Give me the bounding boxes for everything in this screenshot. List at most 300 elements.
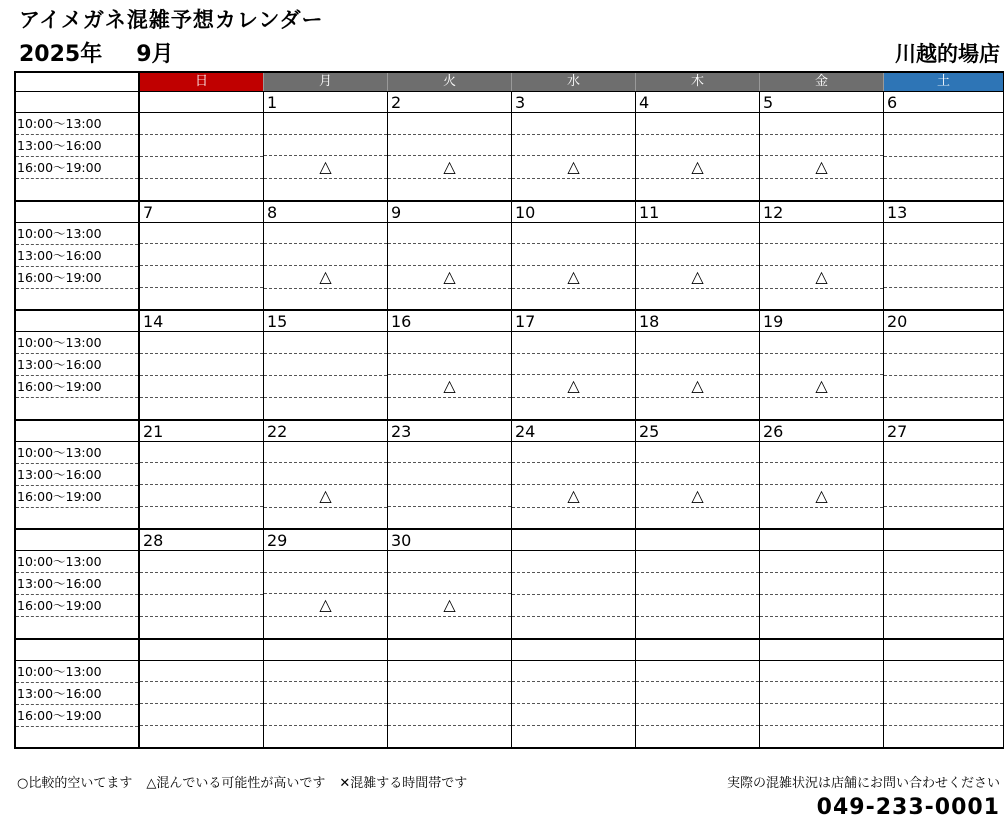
congestion-mark [140,661,263,683]
label-blank [16,289,138,310]
date-number [140,640,263,661]
cell-blank [264,398,387,419]
congestion-mark [884,266,1003,288]
congestion-mark: △ [636,485,759,508]
cell-blank [512,289,635,310]
congestion-mark [264,463,387,485]
congestion-mark: △ [388,266,511,289]
cell-blank [140,179,263,200]
cell-blank [264,508,387,529]
label-blank [16,179,138,200]
cell-blank [884,288,1003,309]
year-label: 2025年 [19,42,103,67]
day-cell [760,640,884,748]
congestion-mark: △ [264,594,387,617]
congestion-mark [388,244,511,266]
congestion-mark [140,157,263,179]
congestion-mark [388,463,511,485]
weekday-5: 金 [760,73,884,91]
cell-blank [636,179,759,200]
calendar-title: アイメガネ混雑予想カレンダー [19,8,324,32]
congestion-mark [636,573,759,595]
date-number [512,640,635,661]
date-number: 30 [388,530,511,551]
congestion-mark [636,332,759,354]
time-slot-label: 10:00～13:00 [16,332,138,354]
cell-blank [264,726,387,747]
date-number: 22 [264,421,387,442]
congestion-mark [140,354,263,376]
phone-number: 049-233-0001 [816,795,1000,820]
weekday-4: 木 [636,73,760,91]
date-number: 23 [388,421,511,442]
congestion-mark [636,113,759,135]
congestion-mark: △ [636,156,759,179]
congestion-mark [388,661,511,683]
date-number: 21 [140,421,263,442]
day-cell [884,202,1003,310]
congestion-mark: △ [264,156,387,179]
week-row [16,92,1003,202]
congestion-mark [760,244,883,266]
day-cell [140,311,264,419]
legend-item: △混んでいる可能性が高いです [146,776,326,791]
time-slot-label: 10:00～13:00 [16,223,138,245]
congestion-mark: △ [760,156,883,179]
congestion-mark [264,704,387,726]
label-spacer [16,311,138,332]
congestion-mark [140,573,263,595]
cell-blank [140,726,263,747]
congestion-mark [140,376,263,398]
contact-notice: 実際の混雑状況は店舗にお問い合わせください [726,776,1000,791]
date-number: 16 [388,311,511,332]
congestion-mark [884,682,1003,704]
congestion-mark [760,442,883,464]
weekday-2: 火 [388,73,512,91]
congestion-mark [140,113,263,135]
congestion-mark [884,354,1003,376]
cell-blank [512,508,635,529]
time-slot-label: 16:00～19:00 [16,376,138,398]
congestion-mark [884,573,1003,595]
cell-blank [264,179,387,200]
congestion-mark [636,223,759,245]
date-number: 2 [388,92,511,113]
time-slot-label: 16:00～19:00 [16,157,138,179]
congestion-mark: △ [388,156,511,179]
congestion-mark [884,442,1003,464]
cell-blank [512,398,635,419]
date-number: 19 [760,311,883,332]
congestion-mark [140,244,263,266]
date-number [760,640,883,661]
congestion-mark [388,442,511,464]
date-number: 6 [884,92,1003,113]
date-number [636,640,759,661]
calendar-grid [14,71,1004,749]
date-number: 24 [512,421,635,442]
congestion-mark: △ [388,375,511,398]
congestion-mark [760,223,883,245]
cell-blank [388,398,511,419]
congestion-mark [388,354,511,376]
congestion-mark [512,354,635,376]
congestion-mark [512,661,635,683]
date-number [264,640,387,661]
weekday-3: 水 [512,73,636,91]
date-number: 25 [636,421,759,442]
day-cell [760,311,884,419]
congestion-mark [760,463,883,485]
day-cell [388,530,512,638]
congestion-mark [140,135,263,157]
congestion-mark: △ [388,594,511,617]
time-slot-label: 13:00～16:00 [16,354,138,376]
legend [17,772,481,791]
date-number: 10 [512,202,635,223]
day-cell [636,202,760,310]
congestion-mark [140,551,263,573]
day-cell [512,530,636,638]
cell-blank [884,726,1003,747]
day-cell [884,421,1003,529]
date-number: 26 [760,421,883,442]
congestion-mark [760,135,883,157]
date-number: 8 [264,202,387,223]
day-cell [388,311,512,419]
time-slot-label: 13:00～16:00 [16,464,138,486]
congestion-mark [884,463,1003,485]
congestion-mark [512,595,635,617]
date-number: 27 [884,421,1003,442]
congestion-mark [636,661,759,683]
day-cell [636,640,760,748]
day-cell [140,640,264,748]
congestion-mark [884,485,1003,507]
congestion-mark [884,551,1003,573]
congestion-mark [264,244,387,266]
congestion-mark [636,551,759,573]
day-cell [264,202,388,310]
congestion-mark: △ [636,266,759,289]
congestion-mark [140,463,263,485]
cell-blank [512,179,635,200]
label-blank [16,617,138,638]
date-number: 14 [140,311,263,332]
congestion-mark [388,682,511,704]
congestion-mark [760,682,883,704]
day-cell [388,202,512,310]
date-number [512,530,635,551]
date-number: 20 [884,311,1003,332]
cell-blank [140,288,263,309]
congestion-mark [388,332,511,354]
day-cell [140,421,264,529]
congestion-mark [512,113,635,135]
day-cell [140,530,264,638]
day-cell [264,421,388,529]
cell-blank [760,398,883,419]
congestion-mark [760,704,883,726]
label-blank [16,398,138,419]
day-cell [512,640,636,748]
time-slot-label: 16:00～19:00 [16,486,138,508]
date-number: 1 [264,92,387,113]
legend-item: ○比較的空いてます [17,776,133,791]
day-cell [884,92,1003,200]
date-number: 12 [760,202,883,223]
week-row [16,311,1003,421]
congestion-mark [884,376,1003,398]
day-cell [760,421,884,529]
time-slot-labels [16,530,140,638]
date-number: 18 [636,311,759,332]
congestion-mark: △ [760,266,883,289]
header-corner [16,73,140,91]
congestion-mark [636,244,759,266]
congestion-mark: △ [264,485,387,508]
day-cell [884,311,1003,419]
congestion-mark [884,157,1003,179]
congestion-mark: △ [760,375,883,398]
congestion-mark: △ [512,156,635,179]
congestion-mark [512,244,635,266]
time-slot-label: 10:00～13:00 [16,661,138,683]
congestion-mark [264,223,387,245]
cell-blank [760,179,883,200]
congestion-mark: △ [760,485,883,508]
label-spacer [16,640,138,661]
congestion-mark [140,223,263,245]
congestion-mark [760,113,883,135]
month-label: 9月 [136,42,174,67]
congestion-mark [884,244,1003,266]
time-slot-labels [16,92,140,200]
label-spacer [16,202,138,223]
date-number [884,530,1003,551]
cell-blank [760,617,883,638]
time-slot-label: 10:00～13:00 [16,551,138,573]
cell-blank [636,398,759,419]
year-month [19,37,174,68]
congestion-mark [388,485,511,507]
date-number: 15 [264,311,387,332]
congestion-mark: △ [512,266,635,289]
congestion-mark [140,332,263,354]
congestion-mark [512,223,635,245]
week-row [16,640,1003,748]
congestion-mark [264,661,387,683]
time-slot-label: 13:00～16:00 [16,573,138,595]
weekday-1: 月 [264,73,388,91]
congestion-mark [636,135,759,157]
day-cell [512,92,636,200]
congestion-mark [884,135,1003,157]
day-cell [760,530,884,638]
congestion-mark [884,332,1003,354]
cell-blank [760,289,883,310]
cell-blank [760,508,883,529]
cell-blank [140,507,263,528]
congestion-mark [388,223,511,245]
day-cell [388,92,512,200]
congestion-mark [264,376,387,398]
date-number: 5 [760,92,883,113]
weekday-header [16,73,1003,92]
day-cell [140,92,264,200]
congestion-mark [512,704,635,726]
day-cell [388,421,512,529]
cell-blank [884,179,1003,200]
cell-blank [636,289,759,310]
time-slot-labels [16,202,140,310]
cell-blank [884,617,1003,638]
date-number: 9 [388,202,511,223]
day-cell [884,530,1003,638]
date-number [388,640,511,661]
date-number: 4 [636,92,759,113]
time-slot-label: 13:00～16:00 [16,245,138,267]
day-cell [760,92,884,200]
week-row [16,421,1003,531]
congestion-mark [512,442,635,464]
day-cell [636,311,760,419]
cell-blank [512,617,635,638]
day-cell [512,202,636,310]
congestion-mark [760,661,883,683]
day-cell [264,92,388,200]
day-cell [264,530,388,638]
congestion-mark [636,704,759,726]
congestion-mark [636,595,759,617]
time-slot-labels [16,421,140,529]
congestion-mark [760,551,883,573]
congestion-mark [512,682,635,704]
congestion-mark [760,573,883,595]
congestion-mark [512,463,635,485]
congestion-mark [140,595,263,617]
day-cell [760,202,884,310]
date-number: 3 [512,92,635,113]
congestion-mark [636,682,759,704]
congestion-mark [884,595,1003,617]
date-number: 13 [884,202,1003,223]
congestion-mark [884,704,1003,726]
time-slot-label: 16:00～19:00 [16,267,138,289]
congestion-mark [140,704,263,726]
cell-blank [264,289,387,310]
congestion-mark [636,463,759,485]
label-blank [16,727,138,748]
date-number: 11 [636,202,759,223]
time-slot-labels [16,640,140,748]
legend-item: ✕混雑する時間帯です [339,776,468,791]
time-slot-label: 10:00～13:00 [16,113,138,135]
congestion-mark [264,573,387,595]
cell-blank [388,507,511,528]
store-name: 川越的場店 [895,42,1000,66]
cell-blank [636,726,759,747]
time-slot-label: 16:00～19:00 [16,705,138,727]
day-cell [636,530,760,638]
congestion-mark [264,551,387,573]
congestion-mark [512,332,635,354]
cell-blank [388,179,511,200]
congestion-mark [388,113,511,135]
cell-blank [388,726,511,747]
date-number: 29 [264,530,387,551]
cell-blank [140,617,263,638]
label-blank [16,508,138,529]
time-slot-labels [16,311,140,419]
day-cell [388,640,512,748]
cell-blank [388,617,511,638]
day-cell [512,421,636,529]
week-row [16,530,1003,640]
cell-blank [636,508,759,529]
label-spacer [16,530,138,551]
time-slot-label: 13:00～16:00 [16,683,138,705]
congestion-mark: △ [264,266,387,289]
congestion-mark [388,135,511,157]
weekday-0: 日 [140,73,264,91]
congestion-mark [388,573,511,595]
day-cell [140,202,264,310]
day-cell [264,311,388,419]
cell-blank [884,507,1003,528]
congestion-mark [388,551,511,573]
cell-blank [140,398,263,419]
congestion-mark [884,661,1003,683]
congestion-mark [264,354,387,376]
congestion-mark [884,113,1003,135]
congestion-mark: △ [636,375,759,398]
congestion-mark: △ [512,375,635,398]
date-number [884,640,1003,661]
time-slot-label: 10:00～13:00 [16,442,138,464]
congestion-mark [512,573,635,595]
congestion-mark [388,704,511,726]
date-number [760,530,883,551]
date-number: 17 [512,311,635,332]
congestion-mark [264,113,387,135]
label-spacer [16,421,138,442]
congestion-mark [140,266,263,288]
day-cell [636,421,760,529]
cell-blank [264,617,387,638]
day-cell [512,311,636,419]
day-cell [264,640,388,748]
congestion-mark [140,682,263,704]
date-number [636,530,759,551]
congestion-mark [636,442,759,464]
congestion-mark [760,332,883,354]
cell-blank [636,617,759,638]
day-cell [636,92,760,200]
time-slot-label: 13:00～16:00 [16,135,138,157]
cell-blank [512,726,635,747]
weekday-6: 土 [884,73,1003,91]
day-cell [884,640,1003,748]
date-number: 28 [140,530,263,551]
week-row [16,202,1003,312]
congestion-mark [760,595,883,617]
cell-blank [760,726,883,747]
congestion-mark [264,442,387,464]
congestion-mark [760,354,883,376]
time-slot-label: 16:00～19:00 [16,595,138,617]
